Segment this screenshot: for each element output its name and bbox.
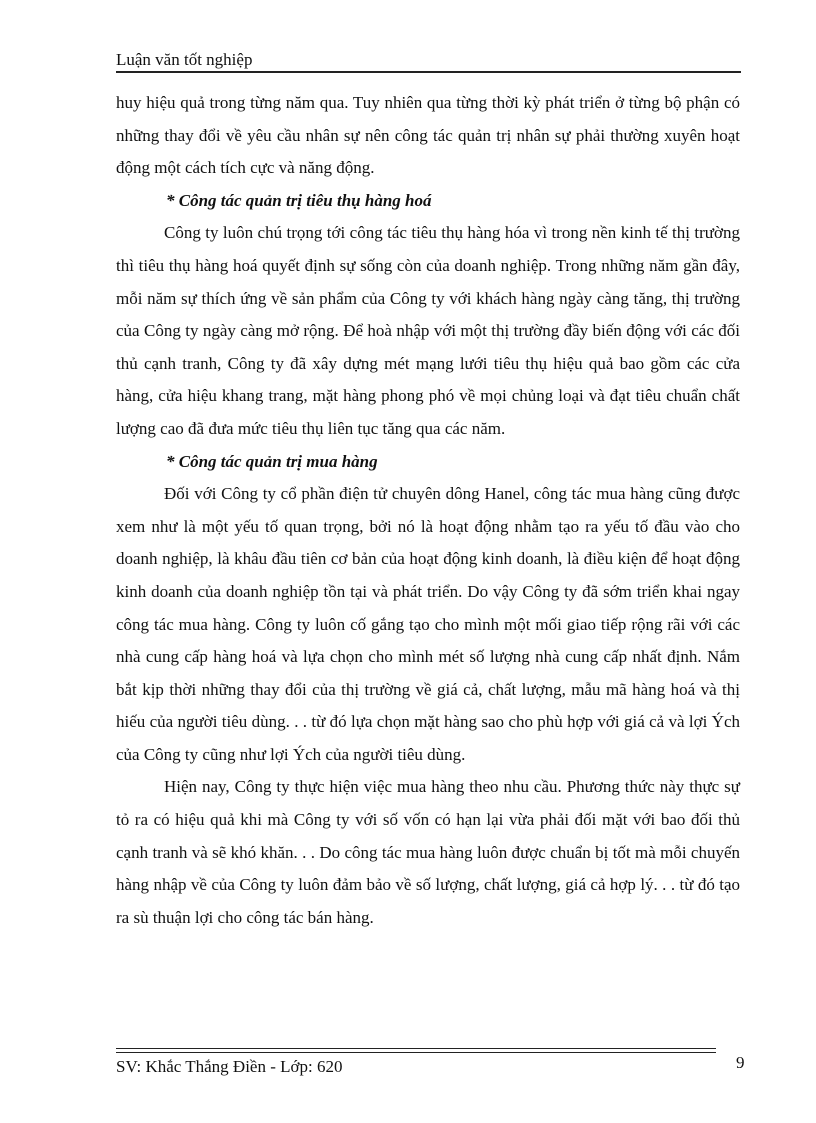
section-heading: * Công tác quản trị tiêu thụ hàng hoá [166,190,432,210]
section-heading: * Công tác quản trị mua hàng [166,451,378,471]
page-header-title: Luận văn tốt nghiệp [116,50,253,69]
paragraph: huy hiệu quả trong từng năm qua. Tuy nhiên qua từng thời kỳ phát triển ở từng bộ phận có những thay đổi về yêu cầu nhân sự nên công tác quản trị nhân sự phải thường xuyên hoạt động một cách tích cực và năng động. [116,93,740,178]
paragraph: Hiện nay, Công ty thực hiện việc mua hàng theo nhu cầu. Phương thức này thực sự tỏ ra có hiệu quả khi mà Công ty với số vốn có hạn lại vừa phải đối mặt với bao đối thủ cạnh tranh và sẽ khó khăn. . . Do công tác mua hàng luôn được chuẩn bị tốt mà mỗi chuyến hàng nhập về của Công ty luôn đảm bảo về số lượng, chất lượng, giá cả hợp lý. . . từ đó tạo ra sù thuận lợi cho công tác bán hàng. [116,777,740,927]
footer-divider [116,1052,716,1053]
page-number: 9 [736,1053,745,1072]
footer-author: SV: Khắc Thắng Điền - Lớp: 620 [116,1057,343,1076]
footer-divider [116,1048,716,1049]
header-divider [116,71,741,73]
paragraph: Đối với Công ty cổ phần điện tử chuyên dông Hanel, công tác mua hàng cũng được xem như là một yếu tố quan trọng, bởi nó là hoạt động nhằm tạo ra yếu tố đầu vào cho doanh nghiệp, là khâu đầu tiên cơ bản của hoạt động kinh doanh, là điều kiện để hoạt động kinh doanh của doanh nghiệp tồn tại và phát triển. Do vậy Công ty đã sớm triển khai ngay công tác mua hàng. Công ty luôn cố gắng tạo cho mình một mối giao tiếp rộng rãi với các nhà cung cấp hàng hoá và lựa chọn cho mình mét số lượng nhà cung cấp nhất định. Nắm bắt kịp thời những thay đổi của thị trường về giá cả, chất lượng, mẫu mã hàng hoá và thị hiếu của người tiêu dùng. . . từ đó lựa chọn mặt hàng sao cho phù hợp với giá cả và lợi Ých của Công ty cũng như lợi Ých của người tiêu dùng. [116,484,740,764]
paragraph: Công ty luôn chú trọng tới công tác tiêu thụ hàng hóa vì trong nền kinh tế thị trường thì tiêu thụ hàng hoá quyết định sự sống còn của doanh nghiệp. Trong những năm gần đây, mỗi năm sự thích ứng về sản phẩm của Công ty với khách hàng ngày càng tăng, thị trường của Công ty ngày càng mở rộng. Để hoà nhập với một thị trường đầy biến động với các đối thủ cạnh tranh, Công ty đã xây dựng mét mạng lưới tiêu thụ hiệu quả bao gồm các cửa hàng, cửa hiệu khang trang, mặt hàng phong phó về mọi chủng loại và đạt tiêu chuẩn chất lượng cao đã đưa mức tiêu thụ liên tục tăng qua các năm. [116,223,740,438]
page-body [116,87,740,934]
